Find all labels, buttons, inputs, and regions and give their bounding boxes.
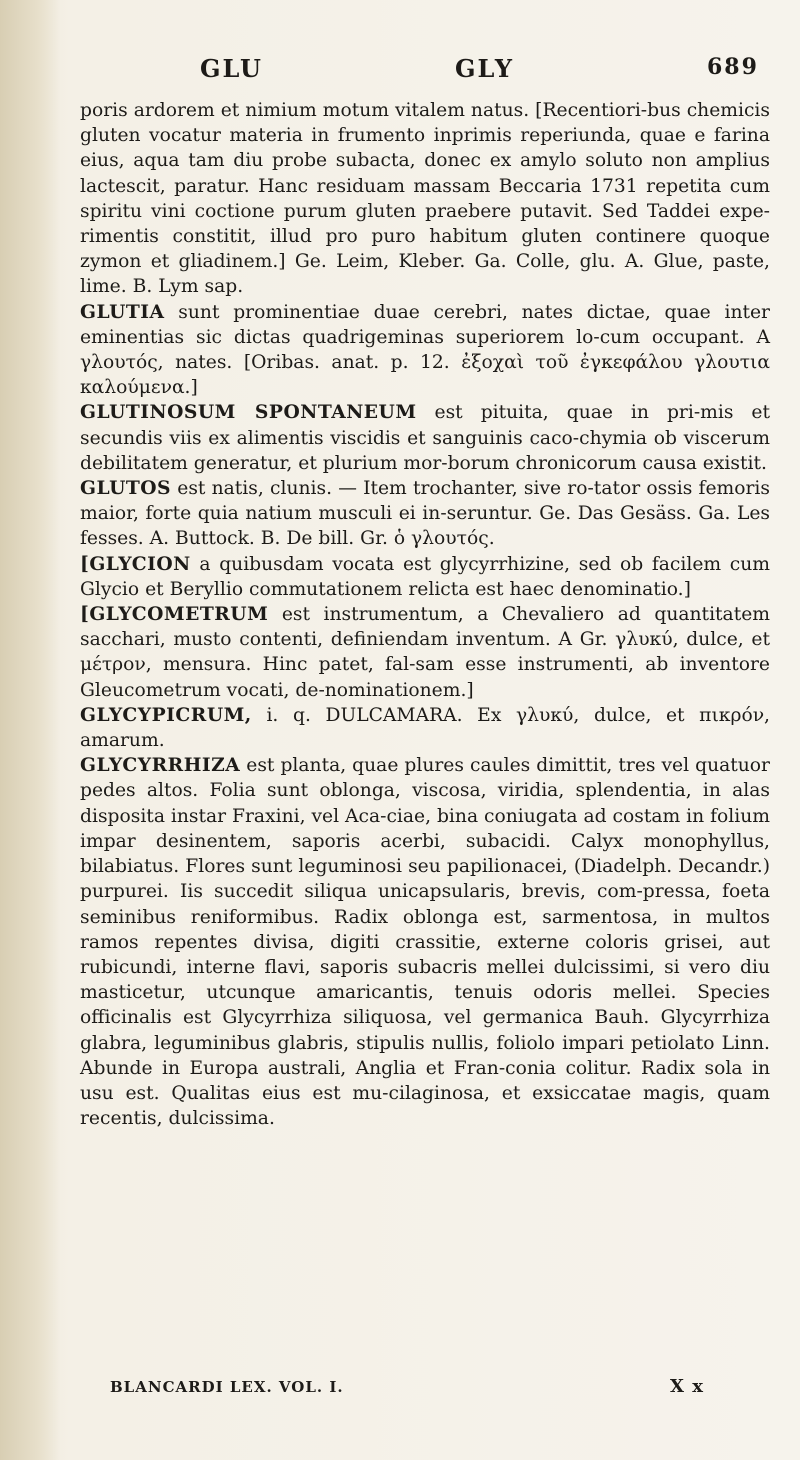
entry-glycion (80, 552, 770, 602)
entry-glycometrum (80, 602, 770, 703)
page-gutter-shadow (0, 0, 60, 1460)
entry-text: sunt prominentiae duae cerebri, nates dictae, quae inter eminentias sic dictas quadrigeminas superiorem lo-cum occupant. A γλουτός, nates. [Oribas. anat. p. 12. ἐξοχαὶ τοῦ ἐγκεφάλου γλουτια καλούμενα.] (80, 301, 770, 399)
entry-glutinosum-spontaneum (80, 400, 770, 476)
signature-mark: X x (670, 1376, 704, 1397)
entry-lemma: GLYCYPICRUM, (80, 703, 252, 726)
entry-text: est natis, clunis. — Item trochanter, sive ro-tator ossis femoris maior, forte quia natium musculi ei in-seruntur. Ge. Das Gesäss. Ga. Les fesses. A. Buttock. B. De bill. Gr. ὁ γλουτός. (80, 478, 770, 550)
page-footer (110, 1378, 760, 1406)
entry-glutia (80, 300, 770, 401)
entry-text: poris ardorem et nimium motum vitalem natus. [Recentiori-bus chemicis gluten vocatur materia in frumento inprimis reperiunda, quae e farina eius, aqua tam diu probe subacta, donec ex amylo soluto non amplius lactescit, paratur. Hanc residuam massam Beccaria 1731 repetita cum spiritu vini coctione purum gluten praebere putavit. Sed Taddei expe-rimentis constitit, illud pro puro habitum gluten continere quoque zymon et gliadinem.] Ge. Leim, Kleber. Ga. Colle, glu. A. Glue, paste, lime. B. Lym sap. (80, 100, 770, 298)
header-right-catchword: GLY (455, 54, 514, 83)
entry-lemma: [GLYCOMETRUM (80, 603, 269, 626)
header-left-catchword: GLU (200, 54, 263, 83)
entry-text: est pituita, quae in pri-mis et secundis viis ex alimentis viscidis et sanguinis caco-chymia ob viscerum debilitatem generatur, et plurium mor-borum chronicorum causa existit. (80, 402, 770, 474)
entry-lemma: GLUTOS (80, 477, 172, 500)
entry-text: est instrumentum, a Chevaliero ad quantitatem sacchari, musto contenti, definiendam inventum. A Gr. γλυκύ, dulce, et μέτρον, mensura. Hinc patet, fal-sam esse instrumenti, ab inventore Gleucometrum vocati, de-nominationem.] (80, 604, 770, 701)
entry-lemma: [GLYCION (80, 552, 191, 575)
entry-glutos (80, 476, 770, 552)
entry-text: i. q. DULCAMARA. Ex γλυκύ, dulce, et πικρόν, amarum. (80, 704, 770, 752)
page-header (0, 54, 800, 94)
entry-text: a quibusdam vocata est glycyrrhizine, sed ob facilem cum Glycio et Beryllio commutationem relicta est haec denominatio.] (80, 553, 770, 600)
entry-lemma: GLUTINOSUM SPONTANEUM (80, 401, 417, 424)
entry-glycypicrum (80, 703, 770, 753)
page-number: 689 (707, 54, 759, 80)
body-text (80, 98, 770, 1131)
footer-running-title: BLANCARDI LEX. VOL. I. (110, 1378, 344, 1396)
entry-glycyrrhiza (80, 753, 770, 1131)
entry-gluten-continuation (80, 98, 770, 300)
entry-lemma: GLYCYRRHIZA (80, 754, 241, 777)
entry-text: est planta, quae plures caules dimittit, tres vel quatuor pedes altos. Folia sunt oblonga, viscosa, viridia, splendentia, in alas disposita instar Fraxini, vel Aca-ciae, bina coniugata ad costam in folium impar desinentem, saporis acerbi, subacidi. Calyx monophyllus, bilabiatus. Flores sunt leguminosi seu papilionacei, (Diadelph. Decandr.) purpurei. Iis succedit siliqua unicapsularis, brevis, com-pressa, foeta seminibus reniformibus. Radix oblonga est, sarmentosa, in multos ramos repentes divisa, digiti crassitie, externe coloris grisei, aut rubicundi, interne flavi, saporis subacris mellei dulcissimi, si vero diu masticetur, utcunque amaricantis, tenuis odoris mellei. Species officinalis est Glycyrrhiza siliquosa, vel germanica Bauh. Glycyrrhiza glabra, leguminibus glabris, stipulis nullis, foliolo impari petiolato Linn. Abunde in Europa australi, Anglia et Fran-conia colitur. Radix sola in usu est. Qualitas eius est mu-cilaginosa, et exsiccatae magis, quam recentis, dulcissima. (80, 755, 770, 1130)
entry-lemma: GLUTIA (80, 300, 165, 323)
